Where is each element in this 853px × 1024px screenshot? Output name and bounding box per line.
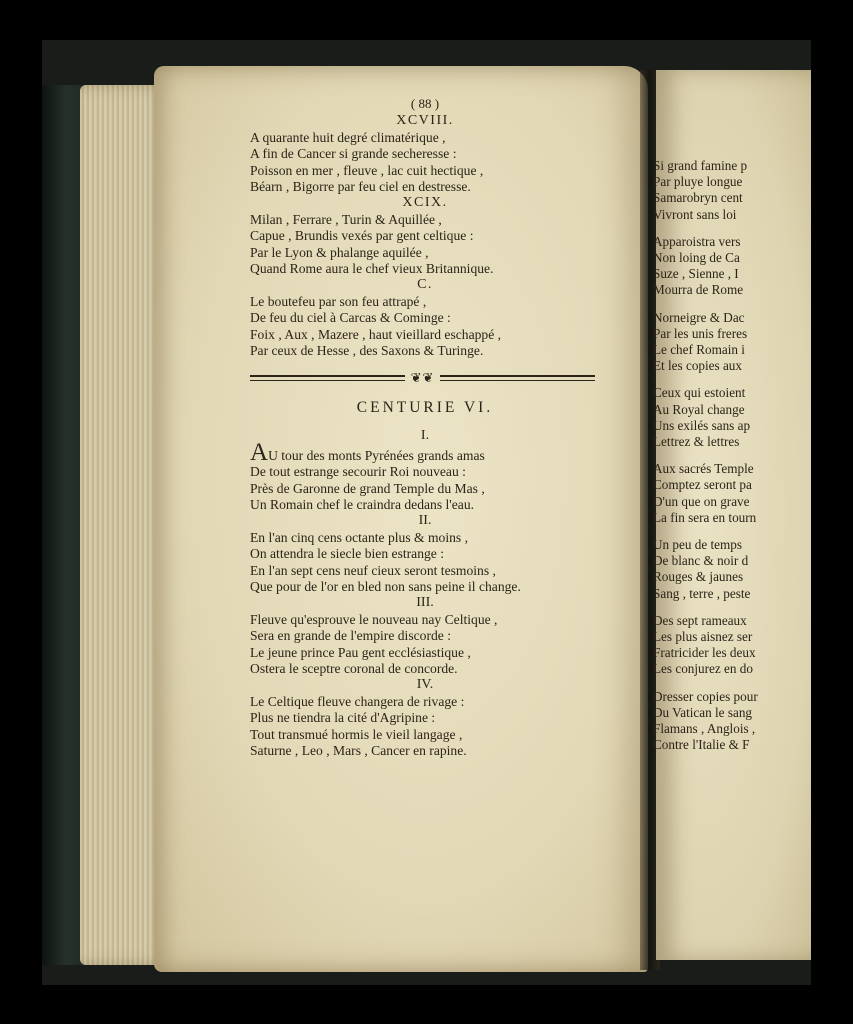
verse-line: Fleuve qu'esprouve le nouveau nay Celtique , <box>250 611 498 627</box>
verse-line: Par le Lyon & phalange aquilée , <box>250 244 429 260</box>
verse-line: Sera en grande de l'empire discorde : <box>250 628 451 644</box>
verse-line: On attendra le siecle bien estrange : <box>250 546 445 562</box>
verse-line: Par ceux de Hesse , des Saxons & Turinge. <box>250 343 484 359</box>
verse-line: Que pour de l'or en bled non sans peine il change. <box>250 578 521 594</box>
verse-line: Samarobryn cent <box>653 190 743 206</box>
verse-line: Tout transmué hormis le vieil langage , <box>250 726 463 742</box>
verse-line: Fratricider les deux <box>653 645 756 661</box>
quatrain-heading: XCIX. <box>402 195 448 211</box>
verse-line: Le chef Romain i <box>653 342 745 358</box>
verse-line: Foix , Aux , Mazere , haut vieillard eschappé , <box>250 326 502 342</box>
verse-line: Capue , Brundis vexés par gent celtique : <box>250 228 474 244</box>
verse-line: De blanc & noir d <box>653 553 749 569</box>
verse-line-first <box>250 438 600 466</box>
verse-line: Uns exilés sans ap <box>653 417 751 433</box>
verse-line: Un peu de temps <box>653 537 742 553</box>
verse-line: Et les copies aux <box>653 358 742 374</box>
verse-line: Si grand famine p <box>653 158 748 173</box>
verse-line: Poisson en mer , fleuve , lac cuit hectique , <box>250 162 484 178</box>
centurie-title: CENTURIE VI. <box>356 398 494 416</box>
verse-line: Contre l'Italie & F <box>653 737 750 753</box>
verse-line: Mourra de Rome <box>653 282 744 298</box>
left-page-text <box>250 96 600 759</box>
verse-line: Ostera le sceptre coronal de concorde. <box>250 661 458 676</box>
divider-rule-right <box>440 375 595 381</box>
verse-line: Flamans , Anglois , <box>653 721 756 737</box>
page-number: ( 88 ) <box>410 96 440 111</box>
verse-line: Le Celtique fleuve changera de rivage : <box>250 693 465 709</box>
quatrain-heading: C. <box>417 277 433 293</box>
verse-line: Quand Rome aura le chef vieux Britannique. <box>250 261 494 277</box>
drop-initial: A <box>250 438 269 466</box>
verse-line: En l'an sept cens neuf cieux seront tesmoins , <box>250 562 496 578</box>
verse-line: Par les unis freres <box>653 325 748 341</box>
verse-line: Du Vatican le sang <box>653 704 753 720</box>
verse-line: Le boutefeu par son feu attrapé , <box>250 293 427 309</box>
verse-line: Au Royal change <box>653 401 745 417</box>
verse-line: Les conjurez en do <box>653 661 753 677</box>
verse-line: Par pluye longue <box>653 174 743 190</box>
quatrain-heading: I. <box>420 428 430 444</box>
verse-line: Lettrez & lettres <box>653 434 740 450</box>
verse-line: Sang , terre , peste <box>653 585 751 601</box>
verse-line: Non loing de Ca <box>653 250 740 266</box>
verse-line: Des sept rameaux <box>653 612 747 628</box>
verse-line-rest: U tour des monts Pyrénées grands amas <box>268 447 485 463</box>
verse-line: Milan , Ferrare , Turin & Aquillée , <box>250 211 442 227</box>
verse-line: A quarante huit degré climatérique , <box>250 129 446 145</box>
verse-line: De tout estrange secourir Roi nouveau : <box>250 464 466 480</box>
verse-line: A fin de Cancer si grande secheresse : <box>250 146 457 162</box>
verse-line: Norneigre & Dac <box>653 309 745 325</box>
verse-line: Saturne , Leo , Mars , Cancer en rapine. <box>250 743 467 759</box>
verse-line: La fin sera en tourn <box>653 509 757 525</box>
quatrain-heading: II. <box>418 513 432 529</box>
verse-line: En l'an cinq cens octante plus & moins , <box>250 529 469 545</box>
verse-line: Près de Garonne de grand Temple du Mas , <box>250 480 485 496</box>
verse-line: Le jeune prince Pau gent ecclésiastique , <box>250 644 471 660</box>
right-page-text <box>653 158 813 754</box>
verse-line: Comptez seront pa <box>653 477 752 493</box>
verse-line: Suze , Sienne , I <box>653 266 739 282</box>
verse-line: Apparoistra vers <box>653 233 741 249</box>
verse-line: Les plus aisnez ser <box>653 629 753 645</box>
quatrain-heading: III. <box>416 595 434 611</box>
verse-line: Ceux qui estoient <box>653 385 746 401</box>
verse-line: Aux sacrés Temple <box>653 461 754 477</box>
quatrain-heading: XCVIII. <box>396 113 454 129</box>
divider-ornament-icon: ❦❦ <box>410 369 435 385</box>
verse-line: De feu du ciel à Carcas & Cominge : <box>250 310 451 326</box>
ornamental-divider <box>250 370 595 386</box>
verse-line: Rouges & jaunes <box>653 569 744 585</box>
verse-line: Plus ne tiendra la cité d'Agripine : <box>250 710 436 726</box>
divider-rule-left <box>250 375 405 381</box>
quatrain-heading: IV. <box>416 677 434 693</box>
photo-frame-border <box>811 0 853 1024</box>
verse-line: Vivront sans loi <box>653 206 737 222</box>
verse-line: Béarn , Bigorre par feu ciel en destresse. <box>250 179 471 195</box>
verse-line: Un Romain chef le craindra dedans l'eau. <box>250 496 475 512</box>
verse-line: D'un que on grave <box>653 493 750 509</box>
verse-line: Dresser copies pour <box>653 688 758 704</box>
